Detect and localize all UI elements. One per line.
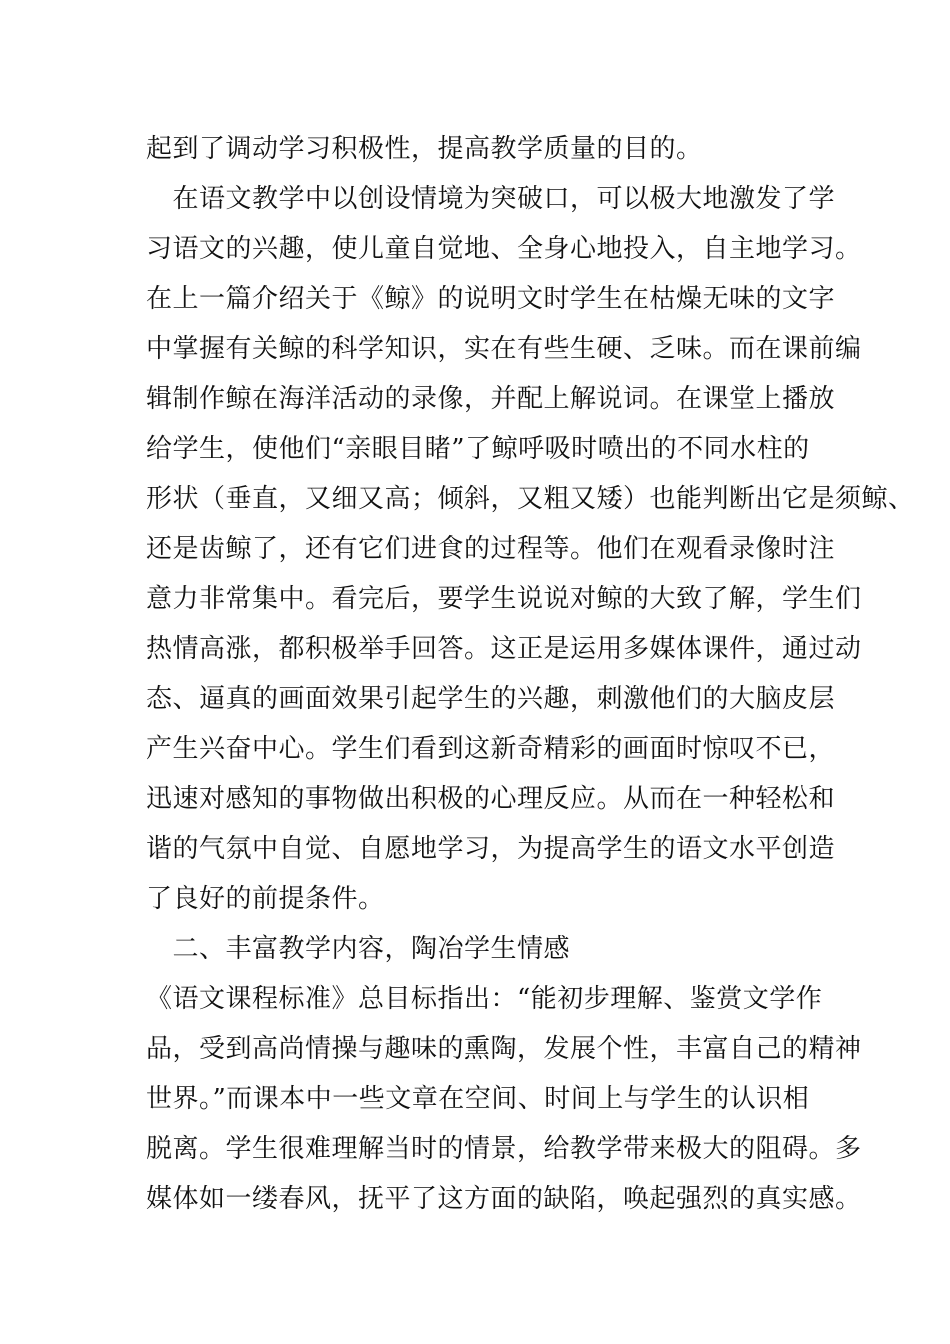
text-line: 媒体如一缕春风，抚平了这方面的缺陷，唤起强烈的真实感。 — [146, 1184, 862, 1214]
text-line: 世界。”而课本中一些文章在空间、时间上与学生的认识相 — [146, 1084, 810, 1114]
text-line: 起到了调动学习积极性，提高教学质量的目的。 — [146, 134, 703, 164]
text-line: 谐的气氛中自觉、自愿地学习，为提高学生的语文水平创造 — [146, 834, 836, 864]
text-line: 形状（垂直，又细又高；倾斜，又粗又矮）也能判断出它是须鲸、 — [146, 484, 915, 514]
text-line: 迅速对感知的事物做出积极的心理反应。从而在一种轻松和 — [146, 784, 836, 814]
text-line: 《语文课程标准》总目标指出：“能初步理解、鉴赏文学作 — [146, 984, 823, 1014]
section-heading: 二、丰富教学内容，陶冶学生情感 — [146, 934, 571, 964]
text-line: 在上一篇介绍关于《鲸》的说明文时学生在枯燥无味的文字 — [146, 284, 836, 314]
text-line: 习语文的兴趣，使儿童自觉地、全身心地投入，自主地学习。 — [146, 234, 862, 264]
text-line: 中掌握有关鲸的科学知识，实在有些生硬、乏味。而在课前编 — [146, 334, 862, 364]
text-line: 品，受到高尚情操与趣味的熏陶，发展个性，丰富自己的精神 — [146, 1034, 862, 1064]
text-line: 还是齿鲸了，还有它们进食的过程等。他们在观看录像时注 — [146, 534, 836, 564]
text-line: 意力非常集中。看完后，要学生说说对鲸的大致了解，学生们 — [146, 584, 862, 614]
text-line: 辑制作鲸在海洋活动的录像，并配上解说词。在课堂上播放 — [146, 384, 836, 414]
body-text — [146, 124, 915, 1224]
text-line: 热情高涨，都积极举手回答。这正是运用多媒体课件，通过动 — [146, 634, 862, 664]
text-line: 了良好的前提条件。 — [146, 884, 385, 914]
text-line: 态、逼真的画面效果引起学生的兴趣，刺激他们的大脑皮层 — [146, 684, 836, 714]
text-line: 给学生，使他们“亲眼目睹”了鲸呼吸时喷出的不同水柱的 — [146, 434, 810, 464]
text-line: 在语文教学中以创设情境为突破口，可以极大地激发了学 — [146, 184, 836, 214]
text-line: 脱离。学生很难理解当时的情景，给教学带来极大的阻碍。多 — [146, 1134, 862, 1164]
text-line: 产生兴奋中心。学生们看到这新奇精彩的画面时惊叹不已， — [146, 734, 836, 764]
